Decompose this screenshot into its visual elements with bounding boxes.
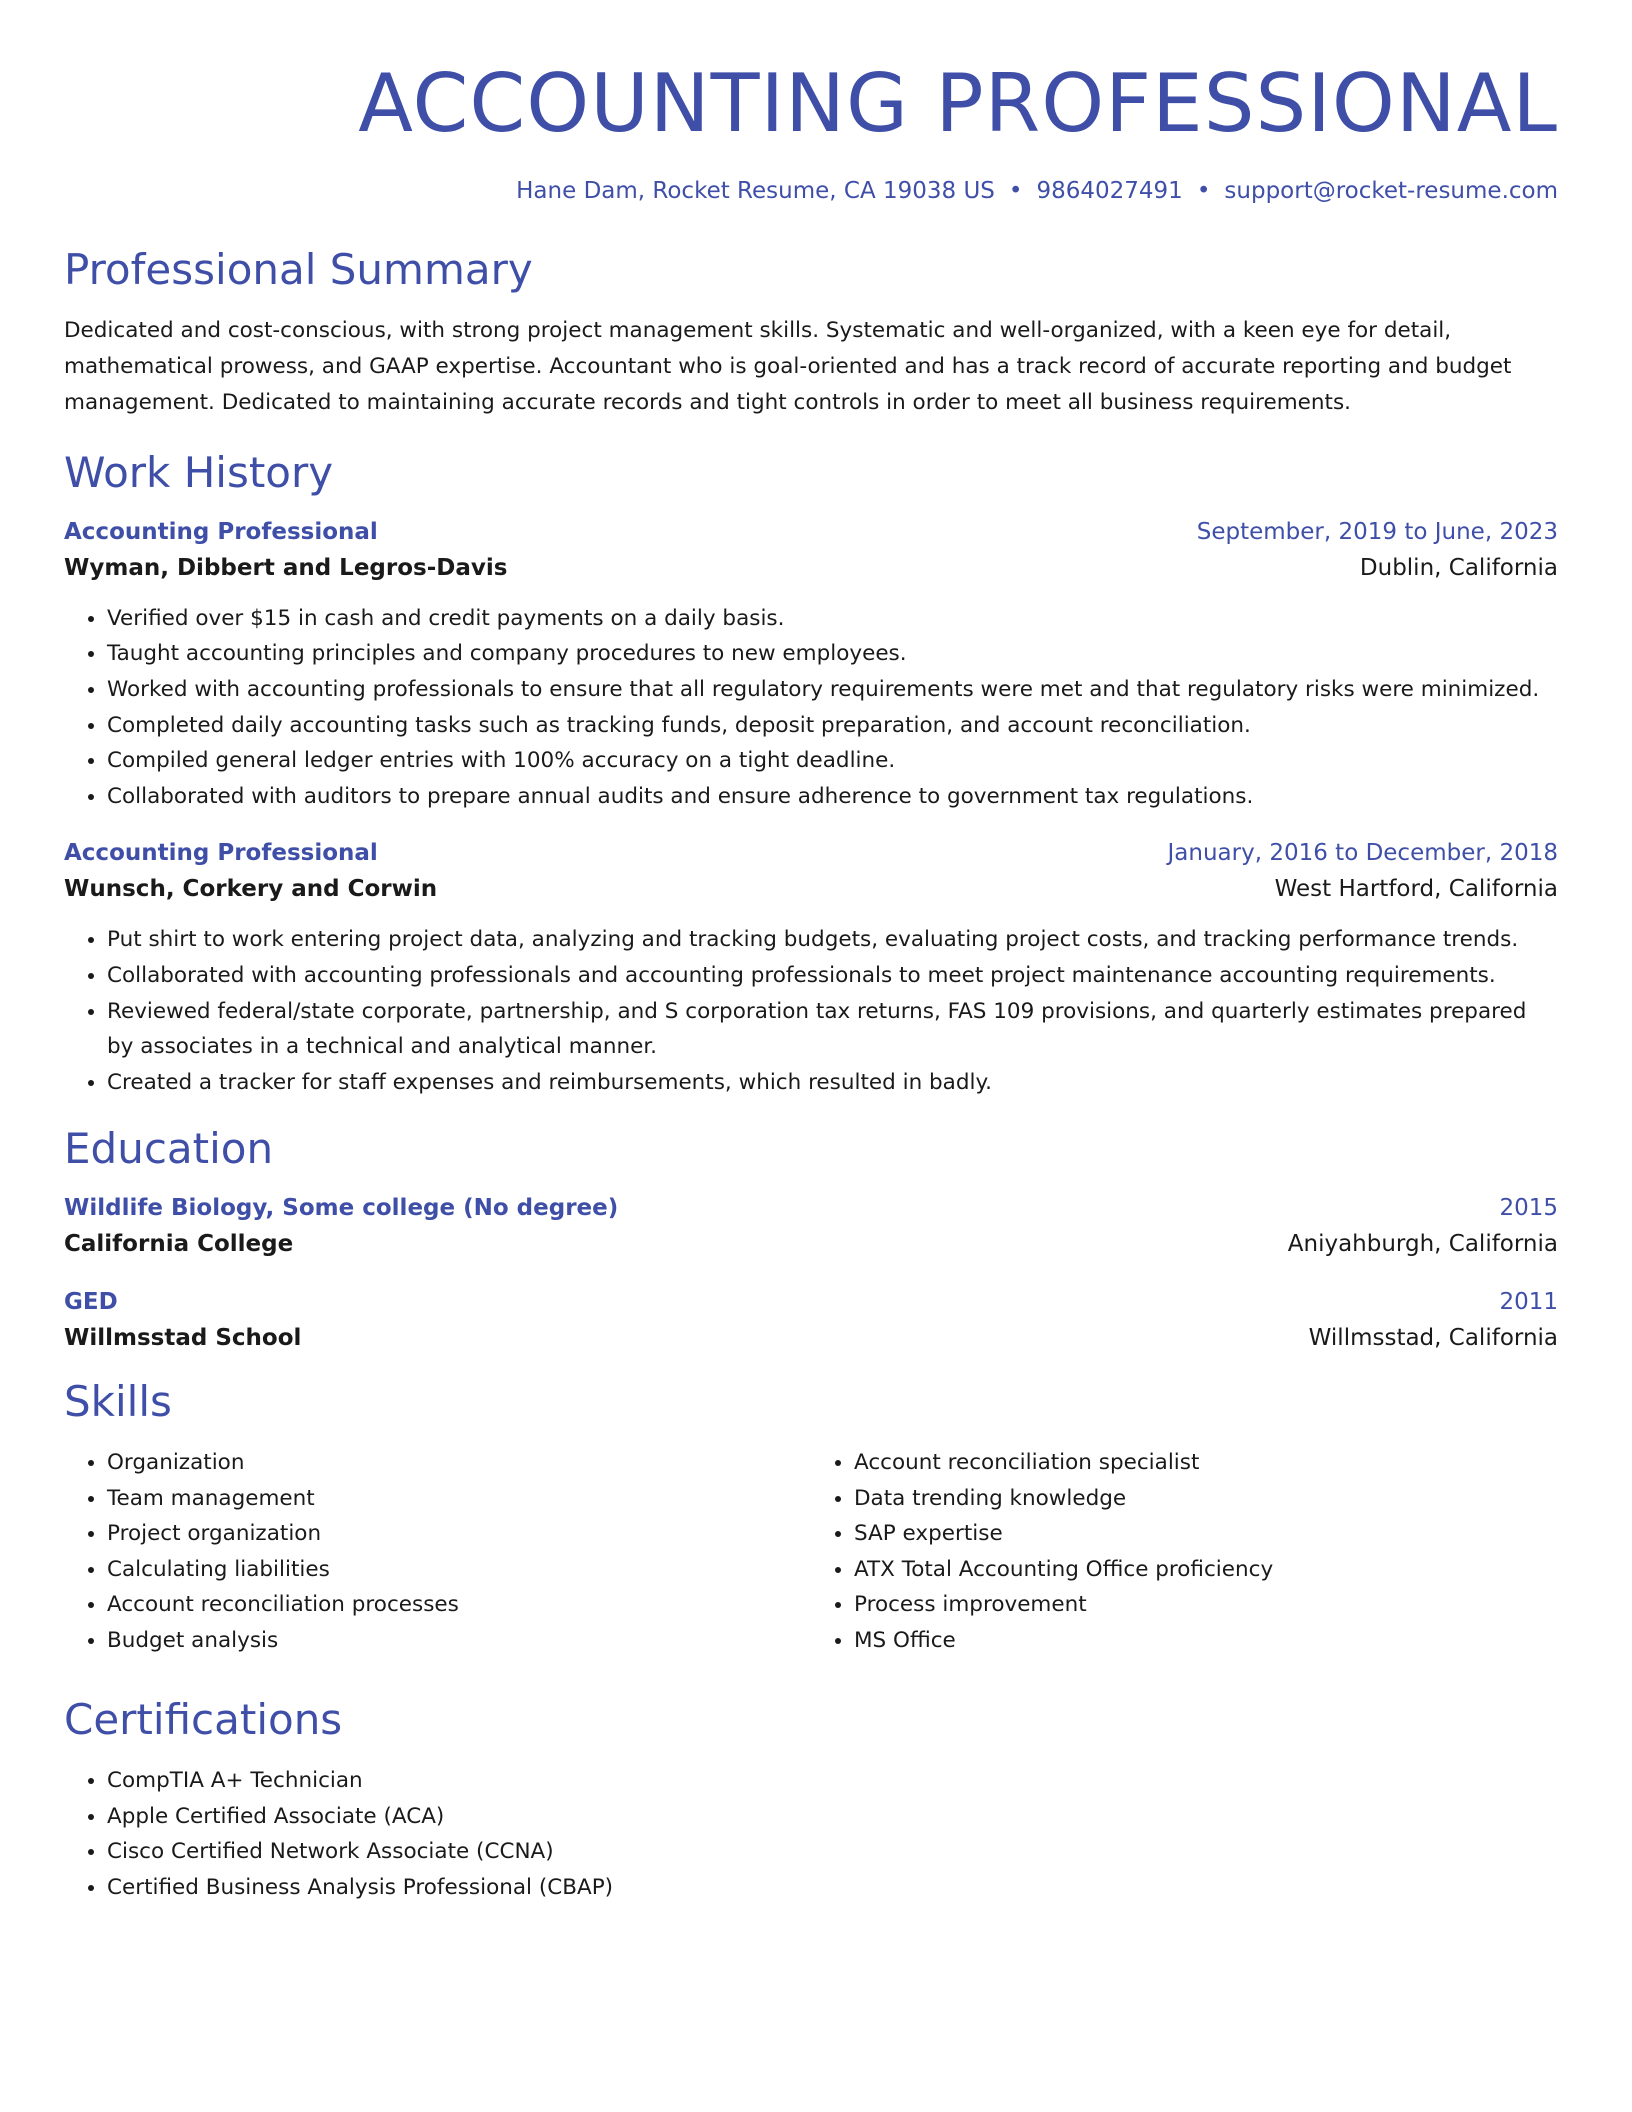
skill-item: • Budget analysis bbox=[107, 1623, 811, 1659]
job-company: Wunsch, Corkery and Corwin bbox=[64, 876, 438, 903]
contact-separator: • bbox=[1008, 178, 1023, 204]
job-bullets bbox=[64, 922, 1558, 1100]
education-degree: Wildlife Biology, Some college (No degree) bbox=[64, 1194, 619, 1221]
education-school: Willmsstad School bbox=[64, 1324, 302, 1351]
education-entry bbox=[64, 1195, 1558, 1257]
job-entry bbox=[64, 519, 1558, 815]
job-company-row bbox=[64, 876, 1558, 902]
job-dates: January, 2016 to December, 2018 bbox=[1167, 840, 1558, 867]
job-bullet: • Collaborated with auditors to prepare annual audits and ensure adherence to government tax regulations. bbox=[107, 779, 1558, 815]
section-title-skills: Skills bbox=[64, 1376, 172, 1426]
job-location: West Hartford, California bbox=[1274, 876, 1558, 903]
section-title-summary: Professional Summary bbox=[64, 245, 533, 294]
certification-item: • Cisco Certified Network Associate (CCNA) bbox=[107, 1834, 1558, 1870]
section-title-certifications: Certifications bbox=[64, 1694, 343, 1744]
contact-address: Hane Dam, Rocket Resume, CA 19038 US bbox=[516, 178, 995, 204]
education-year: 2015 bbox=[1499, 1194, 1558, 1221]
resume-page bbox=[64, 40, 1558, 1905]
certifications-list bbox=[64, 1763, 1558, 1905]
education-school-row bbox=[64, 1231, 1558, 1257]
job-header-row bbox=[64, 840, 1558, 866]
job-bullet: • Collaborated with accounting professionals and accounting professionals to meet project maintenance accounting requirements. bbox=[107, 958, 1558, 994]
skill-item: • ATX Total Accounting Office proficiency bbox=[854, 1552, 1558, 1588]
contact-line bbox=[64, 178, 1558, 204]
skill-item: • Account reconciliation processes bbox=[107, 1587, 811, 1623]
skills-columns bbox=[64, 1445, 1558, 1659]
job-company: Wyman, Dibbert and Legros-Davis bbox=[64, 554, 508, 581]
job-dates: September, 2019 to June, 2023 bbox=[1196, 518, 1558, 545]
skill-item: • SAP expertise bbox=[854, 1516, 1558, 1552]
summary-text: Dedicated and cost-conscious, with strong project management skills. Systematic and well-organized, with a keen eye for detail, mathematical prowess, and GAAP expertise. Accountant who is goal-oriented and has a track record of accurate reporting and budget management. Dedicated to maintaining accurate records and tight controls in order to meet all business requirements. bbox=[64, 318, 1512, 416]
section-title-work-history: Work History bbox=[64, 448, 334, 498]
contact-email[interactable]: support@rocket-resume.com bbox=[1224, 178, 1558, 204]
job-role: Accounting Professional bbox=[64, 840, 378, 867]
education-degree: GED bbox=[64, 1288, 118, 1315]
job-bullet: • Completed daily accounting tasks such as tracking funds, deposit preparation, and account reconciliation. bbox=[107, 708, 1558, 744]
skill-item: • Calculating liabilities bbox=[107, 1552, 811, 1588]
skill-item: • Project organization bbox=[107, 1516, 811, 1552]
job-bullet: • Worked with accounting professionals to ensure that all regulatory requirements were met and that regulatory risks were minimized. bbox=[107, 672, 1558, 708]
certification-item: • Certified Business Analysis Professional (CBAP) bbox=[107, 1870, 1558, 1906]
education-year: 2011 bbox=[1499, 1288, 1558, 1315]
job-location: Dublin, California bbox=[1359, 554, 1558, 581]
resume-title: ACCOUNTING PROFESSIONAL bbox=[358, 57, 1558, 150]
skill-item: • Organization bbox=[107, 1445, 811, 1481]
job-bullet: • Taught accounting principles and company procedures to new employees. bbox=[107, 636, 1558, 672]
contact-separator: • bbox=[1196, 178, 1211, 204]
job-bullets bbox=[64, 601, 1558, 815]
job-bullet: • Created a tracker for staff expenses and reimbursements, which resulted in badly. bbox=[107, 1065, 1558, 1101]
section-title-education: Education bbox=[64, 1124, 274, 1174]
job-bullet: • Reviewed federal/state corporate, partnership, and S corporation tax returns, FAS 109 provisions, and quarterly estimates prepared by associates in a technical and analytical manner. bbox=[107, 994, 1558, 1065]
contact-phone: 9864027491 bbox=[1036, 178, 1183, 204]
job-bullet: • Verified over $15 in cash and credit payments on a daily basis. bbox=[107, 601, 1558, 637]
job-header-row bbox=[64, 519, 1558, 545]
skill-item: • MS Office bbox=[854, 1623, 1558, 1659]
job-bullet: • Put shirt to work entering project data, analyzing and tracking budgets, evaluating project costs, and tracking performance trends. bbox=[107, 922, 1558, 958]
job-role: Accounting Professional bbox=[64, 518, 378, 545]
skill-item: • Data trending knowledge bbox=[854, 1481, 1558, 1517]
certification-item: • CompTIA A+ Technician bbox=[107, 1763, 1558, 1799]
education-location: Aniyahburgh, California bbox=[1287, 1230, 1558, 1257]
skill-item: • Account reconciliation specialist bbox=[854, 1445, 1558, 1481]
education-location: Willmsstad, California bbox=[1308, 1324, 1558, 1351]
job-entry bbox=[64, 840, 1558, 1100]
education-school-row bbox=[64, 1325, 1558, 1351]
education-header-row bbox=[64, 1195, 1558, 1221]
job-bullet: • Compiled general ledger entries with 100% accuracy on a tight deadline. bbox=[107, 743, 1558, 779]
education-school: California College bbox=[64, 1230, 294, 1257]
skill-item: • Process improvement bbox=[854, 1587, 1558, 1623]
education-header-row bbox=[64, 1289, 1558, 1315]
education-entry bbox=[64, 1289, 1558, 1351]
skills-list-right bbox=[811, 1445, 1558, 1659]
certification-item: • Apple Certified Associate (ACA) bbox=[107, 1799, 1558, 1835]
skill-item: • Team management bbox=[107, 1481, 811, 1517]
skills-list-left bbox=[64, 1445, 811, 1659]
job-company-row bbox=[64, 555, 1558, 581]
